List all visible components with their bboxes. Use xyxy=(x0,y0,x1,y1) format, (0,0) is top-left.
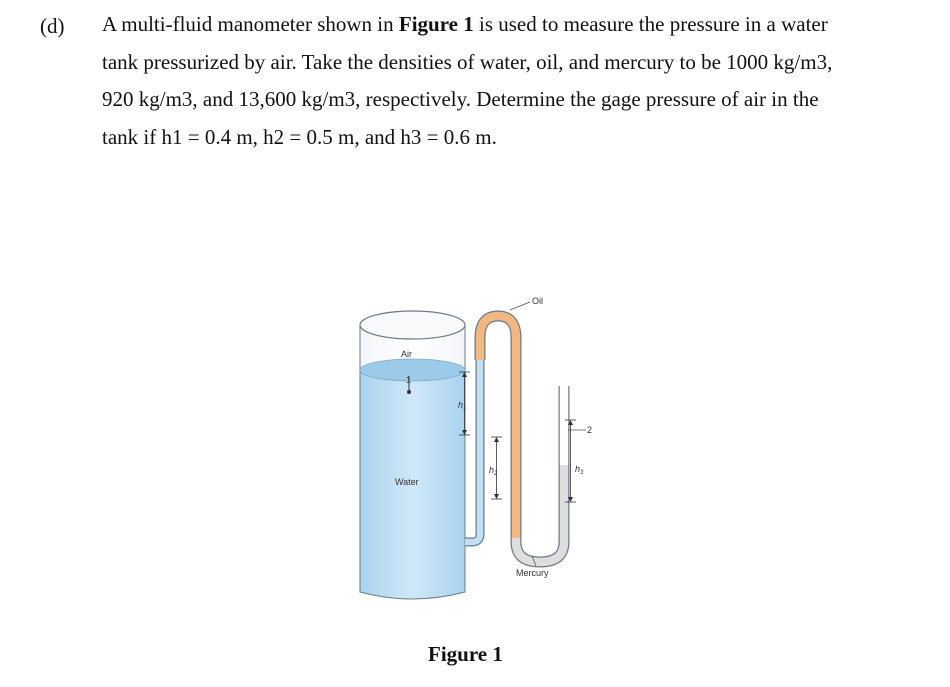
line-text: is used to measure the pressure in a water xyxy=(473,12,828,36)
label-point-1: 1 xyxy=(406,375,412,385)
oil-leader xyxy=(510,302,530,310)
label-h1-sub: 1 xyxy=(463,406,467,412)
water-surface xyxy=(360,359,465,381)
label-h2-sub: 2 xyxy=(494,471,498,477)
label-h3-sub: 3 xyxy=(580,470,584,476)
manometer-figure xyxy=(340,280,620,610)
tank xyxy=(360,311,465,599)
label-h3: h xyxy=(575,464,581,474)
question-line xyxy=(102,119,932,157)
line-text: 920 kg/m3, and 13,600 kg/m3, respectively. Determine the gage pressure of air in the xyxy=(102,87,819,111)
svg-text:h3 xyxy=(575,464,584,476)
figure-reference: Figure 1 xyxy=(398,12,474,36)
question-line xyxy=(102,81,932,119)
point-1-dot xyxy=(407,390,411,394)
label-water: Water xyxy=(395,477,419,487)
line-text: tank pressurized by air. Take the densities of water, oil, and mercury to be 1000 kg/m3, xyxy=(102,49,833,74)
label-point-2: 2 xyxy=(587,425,593,435)
tank-top-rim xyxy=(360,311,465,339)
question-text xyxy=(102,6,932,156)
oil-tube xyxy=(480,316,516,538)
line-text: A multi-fluid manometer shown in xyxy=(102,12,399,36)
manometer-diagram xyxy=(340,280,620,610)
dimension-h2 xyxy=(489,437,502,499)
mercury-tube-fill xyxy=(516,465,564,562)
label-air: Air xyxy=(401,349,412,359)
mercury-tube xyxy=(516,465,564,562)
question-line xyxy=(102,6,932,44)
label-h2: h xyxy=(489,465,495,475)
water-tube-fill xyxy=(465,360,480,542)
label-mercury: Mercury xyxy=(516,568,549,578)
label-oil: Oil xyxy=(532,296,543,306)
label-h1: h xyxy=(458,400,464,410)
question-label: (d) xyxy=(40,14,65,38)
question-line xyxy=(102,44,932,82)
line-text: tank if h1 = 0.4 m, h2 = 0.5 m, and h3 = 0.6 m. xyxy=(102,124,497,149)
figure-caption: Figure 1 xyxy=(428,642,503,666)
